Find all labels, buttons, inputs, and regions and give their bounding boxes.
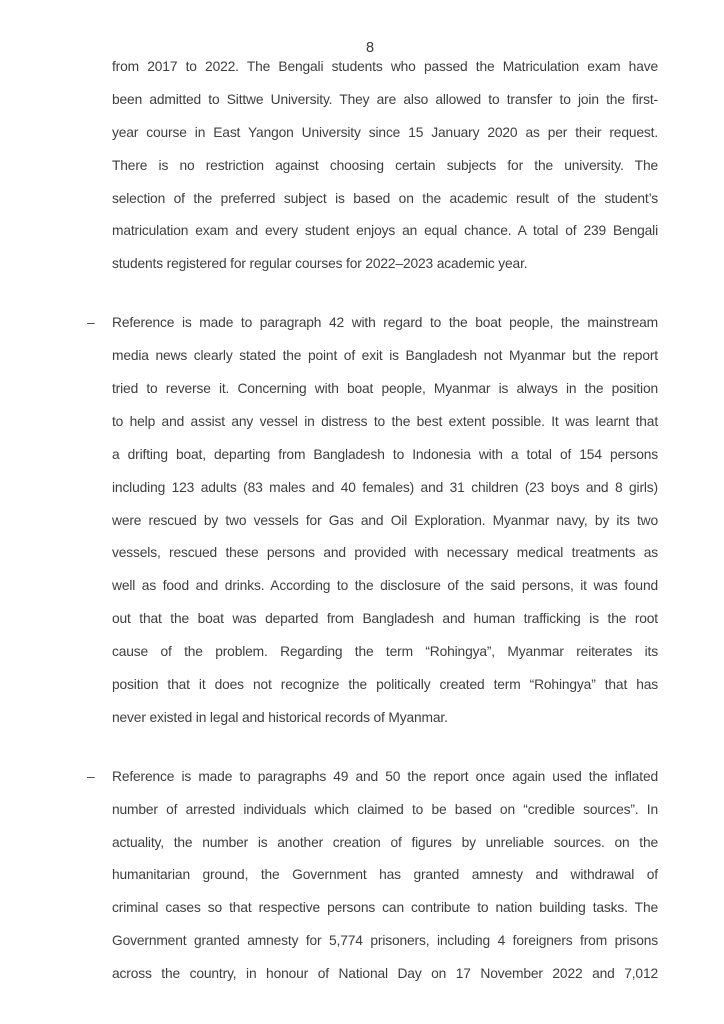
paragraph	[87, 307, 658, 735]
paragraph-line: been admitted to Sittwe University. They are also allowed to transfer to join the first-	[112, 91, 658, 107]
paragraph-line: a drifting boat, departing from Bangladesh to Indonesia with a total of 154 persons	[112, 446, 658, 462]
paragraph-line: were rescued by two vessels for Gas and Oil Exploration. Myanmar navy, by its two	[112, 512, 658, 528]
paragraph-line: students registered for regular courses for 2022–2023 academic year.	[112, 256, 528, 272]
paragraph-line: vessels, rescued these persons and provided with necessary medical treatments as	[112, 545, 658, 561]
paragraph	[87, 761, 658, 991]
paragraph-line: including 123 adults (83 males and 40 females) and 31 children (23 boys and 8 girls)	[112, 479, 658, 495]
paragraph-line: selection of the preferred subject is based on the academic result of the student’s	[112, 190, 658, 206]
paragraph-line: cause of the problem. Regarding the term “Rohingya”, Myanmar reiterates its	[112, 644, 658, 660]
paragraph-line: number of arrested individuals which claimed to be based on “credible sources”. In	[112, 801, 658, 817]
paragraph-line: year course in East Yangon University since 15 January 2020 as per their request.	[112, 124, 658, 140]
paragraph-line: tried to reverse it. Concerning with boat people, Myanmar is always in the position	[112, 381, 658, 397]
paragraph-line: well as food and drinks. According to the disclosure of the said persons, it was found	[112, 578, 658, 594]
paragraph-line: Reference is made to paragraph 42 with regard to the boat people, the mainstream	[112, 315, 658, 331]
paragraph-line: There is no restriction against choosing certain subjects for the university. The	[112, 157, 658, 173]
paragraph-line: humanitarian ground, the Government has granted amnesty and withdrawal of	[112, 867, 658, 883]
paragraph-line: matriculation exam and every student enjoys an equal chance. A total of 239 Bengali	[112, 223, 658, 239]
paragraph-line: never existed in legal and historical records of Myanmar.	[112, 709, 448, 725]
text-column	[87, 51, 658, 991]
paragraph-line: criminal cases so that respective persons can contribute to nation building tasks. The	[112, 900, 658, 916]
paragraph-line: Government granted amnesty for 5,774 prisoners, including 4 foreigners from prisons	[112, 933, 658, 949]
bullet-dash: –	[87, 768, 95, 784]
page-number: 8	[365, 40, 375, 56]
bullet-dash: –	[87, 315, 95, 331]
paragraph-line: across the country, in honour of National Day on 17 November 2022 and 7,012	[112, 966, 658, 982]
paragraph-line: actuality, the number is another creation of figures by unreliable sources. on the	[112, 834, 658, 850]
paragraph-line: out that the boat was departed from Bangladesh and human trafficking is the root	[112, 611, 658, 627]
paragraph-line: position that it does not recognize the politically created term “Rohingya” that has	[112, 677, 658, 693]
paragraph-line: media news clearly stated the point of exit is Bangladesh not Myanmar but the report	[112, 348, 658, 364]
paragraph	[112, 51, 658, 281]
paragraph-line: to help and assist any vessel in distress to the best extent possible. It was learnt that	[112, 413, 658, 429]
paragraph-line: Reference is made to paragraphs 49 and 50 the report once again used the inflated	[112, 768, 658, 784]
paragraph-line: from 2017 to 2022. The Bengali students who passed the Matriculation exam have	[112, 59, 658, 74]
